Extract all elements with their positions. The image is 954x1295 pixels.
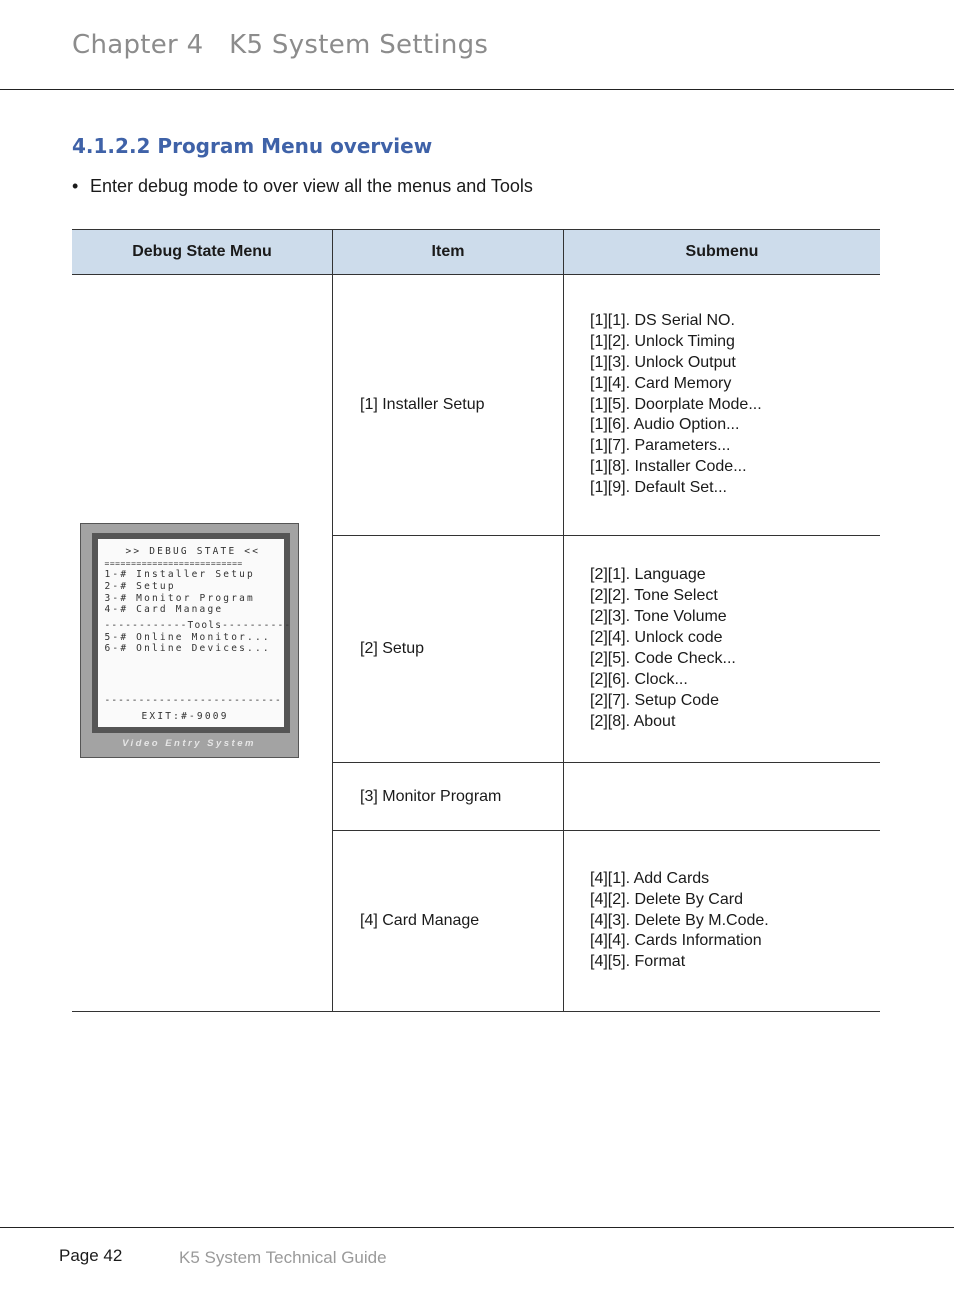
program-menu-table bbox=[72, 229, 880, 1012]
lcd-frame bbox=[92, 533, 290, 733]
item-setup: [2] Setup bbox=[333, 536, 564, 763]
device-brand-label: Video Entry System bbox=[122, 738, 256, 749]
submenu-entry: [2][1]. Language bbox=[590, 566, 706, 584]
header-item: Item bbox=[333, 230, 564, 275]
bullet-item bbox=[72, 176, 533, 197]
section-heading: 4.1.2.2 Program Menu overview bbox=[72, 134, 433, 158]
chapter-title: Chapter 4 K5 System Settings bbox=[72, 30, 489, 60]
item-installer-setup: [1] Installer Setup bbox=[333, 275, 564, 536]
submenu-entry: [2][5]. Code Check... bbox=[590, 650, 736, 667]
lcd-line: >> DEBUG STATE << bbox=[125, 546, 261, 557]
submenu-entry: [4][1]. Add Cards bbox=[590, 869, 710, 887]
submenu-installer-setup bbox=[564, 275, 881, 536]
submenu-entry: [2][6]. Clock... bbox=[590, 670, 688, 688]
table-header-row bbox=[72, 230, 880, 275]
lcd-line: 6-# Online Devices... bbox=[104, 643, 271, 654]
lcd-line: 4-# Card Manage bbox=[104, 604, 224, 615]
page-number: Page 42 bbox=[59, 1246, 123, 1265]
lcd-line: 3-# Monitor Program bbox=[104, 593, 255, 604]
lcd-line: 5-# Online Monitor... bbox=[104, 632, 271, 643]
submenu-entry: [4][3]. Delete By M.Code. bbox=[590, 911, 769, 929]
submenu-entry: [4][2]. Delete By Card bbox=[590, 890, 743, 908]
debug-screen-cell bbox=[72, 275, 333, 1012]
submenu-entry: [2][3]. Tone Volume bbox=[590, 608, 727, 626]
bullet-marker: • bbox=[72, 176, 79, 196]
submenu-setup bbox=[564, 536, 881, 763]
lcd-line: -------------------------- bbox=[104, 695, 282, 706]
guide-title: K5 System Technical Guide bbox=[179, 1248, 387, 1267]
submenu-card-manage bbox=[564, 831, 881, 1012]
header-submenu: Submenu bbox=[564, 230, 881, 275]
header-divider bbox=[0, 89, 954, 90]
device-panel-image bbox=[80, 523, 299, 758]
submenu-entry: [1][6]. Audio Option... bbox=[590, 416, 740, 434]
submenu-entry: [1][4]. Card Memory bbox=[590, 374, 732, 392]
lcd-line: ------------Tools---------- bbox=[104, 620, 292, 631]
submenu-monitor-program bbox=[564, 763, 881, 831]
header-debug-state-menu: Debug State Menu bbox=[72, 230, 333, 275]
submenu-entry: [2][2]. Tone Select bbox=[590, 587, 718, 605]
submenu-entry: [1][1]. DS Serial NO. bbox=[590, 311, 735, 329]
item-monitor-program: [3] Monitor Program bbox=[333, 763, 564, 831]
lcd-line: ========================== bbox=[104, 559, 243, 568]
submenu-entry: [1][5]. Doorplate Mode... bbox=[590, 395, 762, 413]
footer-divider bbox=[0, 1227, 954, 1228]
submenu-entry: [1][8]. Installer Code... bbox=[590, 458, 747, 476]
bullet-text: Enter debug mode to over view all the menus and Tools bbox=[90, 176, 533, 196]
submenu-entry: [4][5]. Format bbox=[590, 953, 686, 971]
lcd-line: 1-# Installer Setup bbox=[104, 569, 255, 580]
submenu-entry: [2][8]. About bbox=[590, 712, 676, 730]
lcd-line: EXIT:#-9009 bbox=[141, 711, 229, 722]
submenu-entry: [2][4]. Unlock code bbox=[590, 629, 723, 647]
submenu-entry: [1][3]. Unlock Output bbox=[590, 353, 736, 371]
submenu-entry: [1][7]. Parameters... bbox=[590, 437, 731, 455]
submenu-entry: [2][7]. Setup Code bbox=[590, 691, 719, 709]
submenu-entry: [1][9]. Default Set... bbox=[590, 479, 727, 497]
table-row bbox=[72, 275, 880, 536]
lcd-line: 2-# Setup bbox=[104, 581, 176, 592]
item-card-manage: [4] Card Manage bbox=[333, 831, 564, 1012]
submenu-entry: [4][4]. Cards Information bbox=[590, 932, 762, 950]
submenu-entry: [1][2]. Unlock Timing bbox=[590, 332, 735, 350]
lcd-screen bbox=[98, 539, 292, 727]
